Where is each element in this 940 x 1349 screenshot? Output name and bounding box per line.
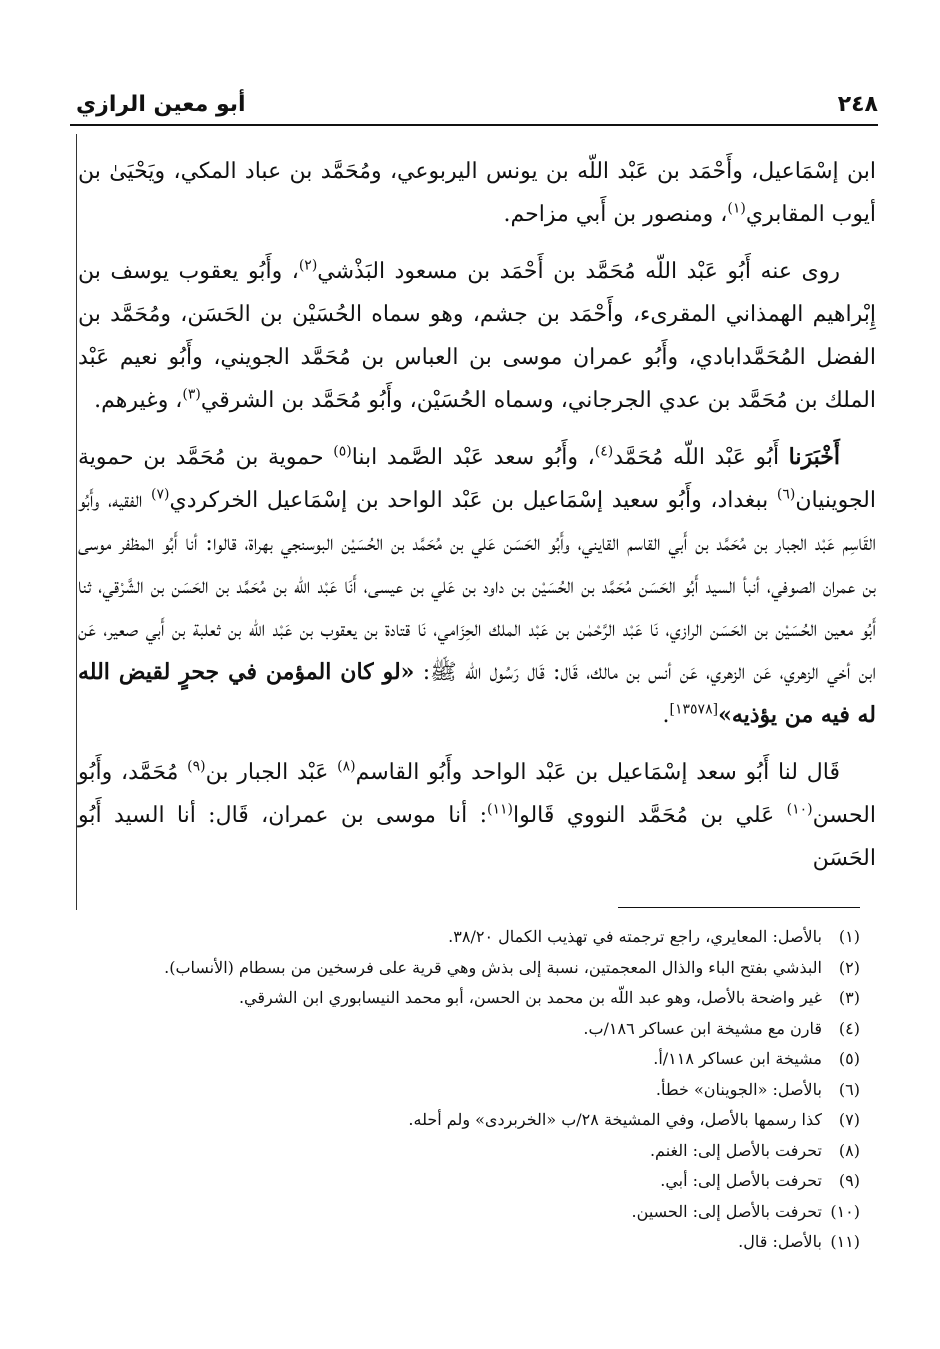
footnotes <box>90 922 860 1258</box>
page-header <box>76 88 878 124</box>
footnote-ref: [١٣٥٧٨] <box>669 701 719 718</box>
footnote-separator <box>618 907 860 908</box>
footnote-ref: (٧) <box>151 486 170 503</box>
footnote-item <box>90 1044 860 1075</box>
footnote-ref: (٣) <box>182 386 201 403</box>
footnote-text: تحرفت بالأصل إلى: الغنم. <box>649 1140 822 1160</box>
footnote-ref: (١١) <box>487 801 513 818</box>
bold-text: «لو كان المؤمن في جحرٍ لقيض الله له فيه من يؤذيه» <box>78 659 876 728</box>
footnote-text: قارن مع مشيخة ابن عساكر ١٨٦/ب. <box>583 1018 822 1038</box>
footnote-item <box>90 1075 860 1106</box>
running-title: أبو معين الرازي <box>76 92 246 117</box>
text-run: ، ومنصور بن أَبي مزاحم. <box>503 202 728 227</box>
footnote-ref: (١٠) <box>786 801 813 818</box>
footnote-item <box>90 1105 860 1136</box>
footnote-ref: (٥) <box>333 443 352 460</box>
footnote-ref: (٩) <box>187 758 206 775</box>
footnote-number: (٣) <box>838 988 860 1007</box>
footnote-item <box>90 1227 860 1258</box>
text-run: روى عنه أَبُو عَبْد اللّه مُحَمَّد بن أَحْمَد بن مسعود البَذْشي <box>317 259 840 284</box>
footnote-number: (٢) <box>838 957 860 977</box>
text-run: حموية بن مُحَمَّد بن حموية الجوينيان <box>78 445 876 513</box>
margin-rule <box>76 134 77 910</box>
text-run: : أنا موسى بن عمران، قَال: أنا السيد أَبُو الحَسَن <box>78 803 876 871</box>
footnote-number: (٩) <box>838 1171 860 1190</box>
page-number: ٢٤٨ <box>837 92 878 117</box>
paragraph-p2 <box>78 250 876 422</box>
footnote-text: كذا رسمها بالأصل، وفي المشيخة ٢٨/ب «الخربردى» ولم أحله. <box>408 1110 822 1129</box>
text-run: ، وغيرهم. <box>94 388 183 413</box>
text-run: ابن إسْمَاعيل، وأَحْمَد بن عَبْد اللّه بن يونس اليربوعي، ومُحَمَّد بن عباد المكي، ويَحْيَىٰ بن أيوب المقابري <box>78 159 876 227</box>
footnote-text: مشيخة ابن عساكر ١١٨/أ. <box>653 1049 822 1068</box>
text-run: مُحَمَّد، وأَبُو الحسن <box>78 760 876 828</box>
paragraph-p4 <box>78 751 876 880</box>
text-run: قَال لنا أَبُو سعد إسْمَاعيل بن عَبْد الواحد وأَبُو القاسم <box>355 760 840 785</box>
footnote-number: (١٠) <box>830 1201 860 1221</box>
footnote-ref: (٨) <box>337 758 356 775</box>
footnote-text: تحرفت بالأصل إلى: الحسين. <box>631 1201 822 1221</box>
paragraph-p1 <box>78 150 876 236</box>
footnote-item <box>90 953 860 984</box>
footnote-ref: (١) <box>727 200 746 217</box>
footnote-number: (٤) <box>838 1018 860 1038</box>
text-run: عَبْد الجبار بن <box>205 760 338 785</box>
main-text <box>78 150 876 894</box>
header-rule <box>70 124 878 126</box>
footnote-text: تحرفت بالأصل إلى: أبي. <box>660 1171 822 1190</box>
text-run: ، وأَبُو يعقوب يوسف بن إِبْراهيم الهمذاني المقرىء، وأَحْمَد بن جشم، وهو سماه الحُسَيْن بن الحَسَن، ومُحَمَّد بن الفضل المُحَمَّدابادي، وأَبُو عمران موسى بن العباس بن مُحَمَّد الجويني، وأَبُو نعيم عَبْد الملك بن مُحَمَّد بن عدي الجرجاني، وسماه الحُسَيْن، وأَبُو مُحَمَّد بن الشرقي <box>78 259 876 413</box>
footnote-item <box>90 1166 860 1197</box>
footnote-number: (١) <box>838 927 860 946</box>
footnote-item <box>90 983 860 1014</box>
footnote-item <box>90 922 860 953</box>
footnote-text: غير واضحة بالأصل، وهو عبد اللّه بن محمد بن الحسن، أبو محمد النيسابوري ابن الشرقي. <box>238 988 822 1007</box>
bold-text: أَخْبَرَنا <box>788 444 840 470</box>
footnote-number: (١١) <box>830 1232 860 1251</box>
footnote-number: (٧) <box>838 1110 860 1129</box>
footnote-ref: (٢) <box>298 257 318 274</box>
footnote-item <box>90 1014 860 1045</box>
footnote-text: بالأصل: المعايري، راجع ترجمته في تهذيب الكمال ٣٨/٢٠. <box>448 927 822 946</box>
footnote-text: بالأصل: «الجوينان» خطأ. <box>655 1079 822 1099</box>
footnote-ref: (٦) <box>776 486 796 503</box>
text-run: ، وأَبُو سعد عَبْد الصَّمد ابنا <box>351 445 595 470</box>
paragraph-p3 <box>78 436 876 737</box>
footnote-number: (٦) <box>838 1079 860 1099</box>
text-run: . <box>662 703 670 728</box>
text-run: الفقيه، وأَبُو القَاسِم عَبْد الجبار بن مُحَمَّد بن أَبي القاسم القايني، وأَبُو الحَسَن عَلي بن مُحَمَّد بن الحُسَيْن البوسنجي بهراة، قالوا: أنا أَبُو المظفر موسى بن عمران الصوفي، أنبأ السيد أَبُو الحَسَن مُحَمَّد بن الحُسَيْن بن داود بن عَلي بن عيسى، أَنَا عَبْد اللّه بن مُحَمَّد بن الحَسَن بن الشَّرْقي، ثنا أَبُو معين الحُسَيْن بن الحَسَن الرازي، نَا عَبْد الرَّحْمٰن بن عَبْد الملك الحِزَامي، نَا قتادة بن يعقوب بن عَبْد اللّه بن ثعلبة بن أَبي صعير، عَن ابن أخي الزهري، عَن الزهري، عَن أنس بن مالك، قَال: قَال رَسُول الله ﷺ: <box>78 488 876 685</box>
footnote-text: بالأصل: قال. <box>738 1232 822 1251</box>
footnote-number: (٨) <box>838 1140 860 1160</box>
footnote-item <box>90 1197 860 1228</box>
footnote-text: البذشي بفتح الباء والذال المعجمتين، نسبة إلى بذش وهي قرية على فرسخين من بسطام (الأنساب). <box>164 957 822 977</box>
text-run: ببغداد، وأَبُو سعيد إسْمَاعيل بن عَبْد الواحد بن إسْمَاعيل الخركردي <box>169 488 777 513</box>
footnote-item <box>90 1136 860 1167</box>
footnote-number: (٥) <box>838 1049 860 1068</box>
text-run: عَلي بن مُحَمَّد النووي قَالوا <box>512 803 787 828</box>
text-run: أَبُو عَبْد اللّه مُحَمَّد <box>613 445 789 470</box>
footnote-ref: (٤) <box>594 443 614 460</box>
